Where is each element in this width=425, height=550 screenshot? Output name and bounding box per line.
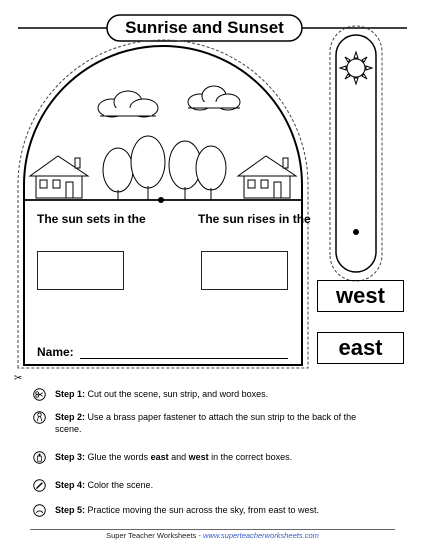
footer-divider [30,529,395,530]
sets-answer-box[interactable] [37,251,124,290]
crayon-icon [33,479,46,492]
footer-site-name: Super Teacher Worksheets - [106,531,203,540]
arc-arrow-icon [33,504,46,517]
svg-text:✂: ✂ [14,373,23,384]
word-card-west[interactable]: west [317,280,404,312]
rises-answer-box[interactable] [201,251,288,290]
footer-url-link[interactable]: www.superteacherworksheets.com [202,531,319,540]
sun-strip [330,26,382,281]
paper-fastener-icon [33,411,46,424]
scissors-icon [33,388,46,401]
rises-text: The sun rises in the [198,212,311,226]
footer [0,531,425,541]
word-card-east[interactable]: east [317,332,404,364]
glue-icon [33,451,46,464]
page-title: Sunrise and Sunset [125,18,284,37]
name-line[interactable] [80,358,288,359]
name-label: Name: [37,345,74,359]
sets-text: The sun sets in the [37,212,146,226]
